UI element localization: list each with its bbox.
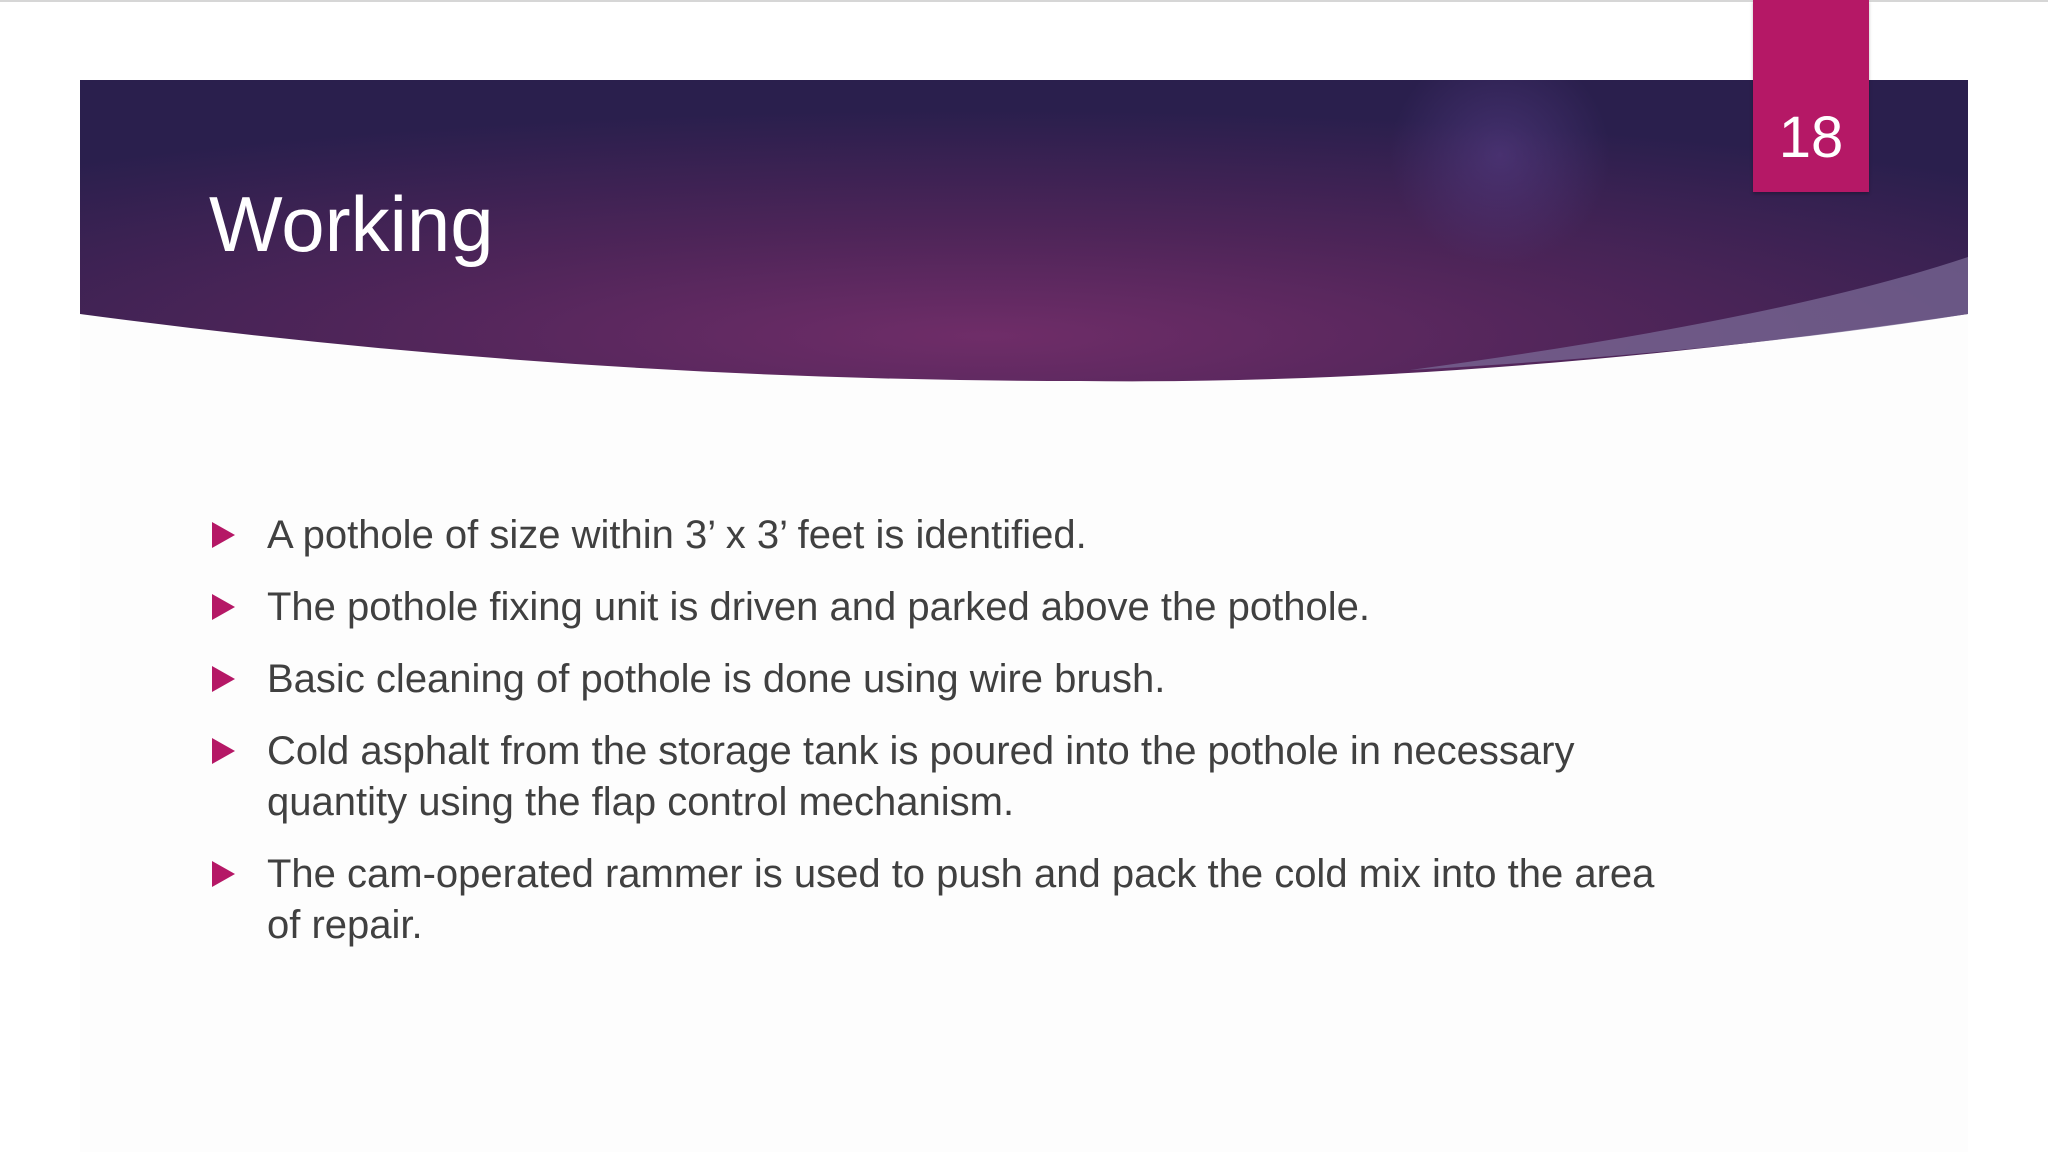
bullet-text: The cam-operated rammer is used to push and pack the cold mix into the area of repair.: [267, 852, 1655, 947]
bullet-text: Basic cleaning of pothole is done using wire brush.: [267, 657, 1166, 701]
page-number: 18: [1778, 105, 1844, 170]
bullet-item: [209, 654, 1689, 705]
bullet-list: [209, 510, 1689, 972]
slide-title: Working: [209, 180, 494, 268]
bullet-text: The pothole fixing unit is driven and parked above the pothole.: [267, 585, 1370, 629]
top-divider: [0, 0, 2048, 2]
triangle-right-icon: [212, 522, 235, 548]
bullet-item: [209, 582, 1689, 633]
bullet-item: [209, 510, 1689, 561]
bullet-item: [209, 726, 1689, 828]
bullet-text: A pothole of size within 3’ x 3’ feet is identified.: [267, 513, 1087, 557]
triangle-right-icon: [212, 738, 235, 764]
bullet-item: [209, 849, 1689, 951]
triangle-right-icon: [212, 861, 235, 887]
bullet-text: Cold asphalt from the storage tank is poured into the pothole in necessary quantity using the flap control mechanism.: [267, 729, 1575, 824]
page-number-tab: [1753, 0, 1869, 192]
triangle-right-icon: [212, 594, 235, 620]
triangle-right-icon: [212, 666, 235, 692]
